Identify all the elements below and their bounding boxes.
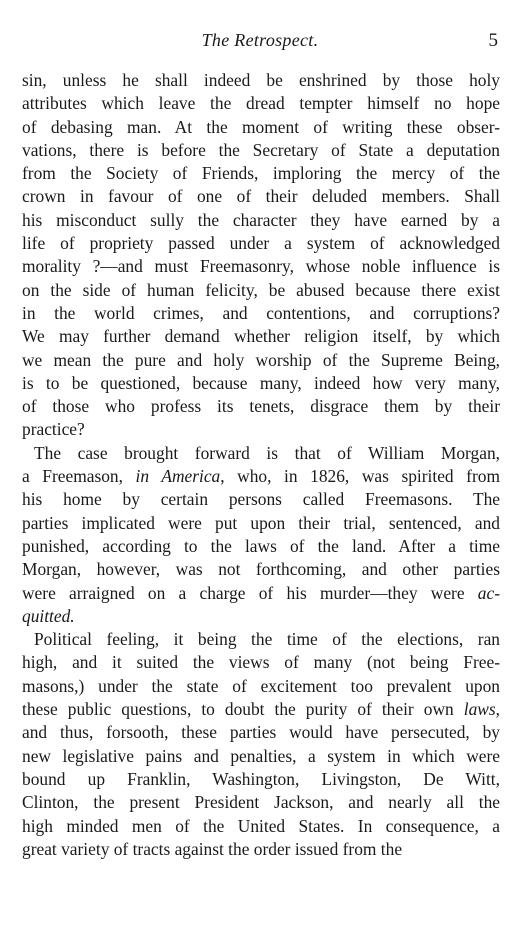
- body-text: [22, 69, 500, 861]
- text-segment: practice?: [22, 419, 85, 440]
- text-segment: his home by certain persons called Freemasons. The: [22, 489, 500, 510]
- text-segment: were arraigned on a charge of his murder—they were: [22, 582, 478, 603]
- text-line: [22, 721, 500, 744]
- text-segment: is to be questioned, because many, indeed how very many,: [22, 372, 500, 393]
- text-segment: crown in favour of one of their deluded members. Shall: [22, 186, 500, 207]
- text-line: [22, 838, 500, 861]
- text-segment: a Freemason,: [22, 466, 136, 487]
- text-segment: in the world crimes, and contentions, and corruptions?: [22, 302, 500, 323]
- text-line: [22, 465, 500, 488]
- text-segment: high, and it suited the views of many (not being Free-: [22, 652, 500, 673]
- text-segment: masons,) under the state of excitement too prevalent upon: [22, 675, 500, 696]
- text-line: [22, 209, 500, 232]
- text-segment: high minded men of the United States. In consequence, a: [22, 815, 500, 836]
- text-line: [22, 69, 500, 92]
- text-line: [22, 815, 500, 838]
- italic-text: in America: [135, 466, 221, 487]
- page-header: [0, 30, 520, 56]
- text-segment: of debasing man. At the moment of writing these obser-: [22, 116, 500, 137]
- italic-text: laws: [463, 699, 496, 720]
- text-line: [22, 372, 500, 395]
- italic-text: ac-: [477, 582, 500, 603]
- text-segment: bound up Franklin, Washington, Livingston, De Witt,: [22, 768, 500, 789]
- text-line: [22, 768, 500, 791]
- text-line: [22, 418, 500, 441]
- text-segment: punished, according to the laws of the land. After a time: [22, 535, 500, 556]
- text-segment: we mean the pure and holy worship of the Supreme Being,: [22, 349, 500, 370]
- text-segment: parties implicated were put upon their trial, sentenced, and: [22, 512, 500, 533]
- text-line: [22, 442, 500, 465]
- text-segment: Morgan, however, was not forthcoming, and other parties: [22, 559, 500, 580]
- text-segment: morality ?—and must Freemasonry, whose noble influence is: [22, 256, 500, 277]
- text-segment: great variety of tracts against the order issued from the: [22, 838, 403, 859]
- text-line: [22, 791, 500, 814]
- text-line: [22, 349, 500, 372]
- text-segment: his misconduct sully the character they have earned by a: [22, 209, 500, 230]
- text-line: [22, 512, 500, 535]
- text-line: [22, 675, 500, 698]
- text-segment: Political feeling, it being the time of the elections, ran: [34, 629, 500, 650]
- text-segment: these public questions, to doubt the purity of their own: [22, 699, 464, 720]
- text-line: [22, 395, 500, 418]
- text-line: [22, 488, 500, 511]
- text-segment: ,: [495, 699, 500, 720]
- text-segment: from the Society of Friends, imploring the mercy of the: [22, 163, 500, 184]
- text-segment: , who, in 1826, was spirited from: [220, 466, 500, 487]
- text-line: [22, 116, 500, 139]
- text-segment: We may further demand whether religion itself, by which: [22, 326, 500, 347]
- text-segment: life of propriety passed under a system of acknowledged: [22, 233, 500, 254]
- text-segment: vations, there is before the Secretary of State a deputation: [22, 139, 500, 160]
- text-segment: The case brought forward is that of William Morgan,: [34, 442, 500, 463]
- italic-text: quitted.: [22, 605, 75, 626]
- text-segment: of those who profess its tenets, disgrace them by their: [22, 396, 500, 417]
- text-segment: attributes which leave the dread tempter himself no hope: [22, 93, 500, 114]
- text-line: [22, 185, 500, 208]
- text-line: [22, 232, 500, 255]
- text-line: [22, 139, 500, 162]
- text-line: [22, 698, 500, 721]
- text-line: [22, 92, 500, 115]
- running-title: The Retrospect.: [201, 30, 319, 50]
- text-line: [22, 255, 500, 278]
- text-line: [22, 628, 500, 651]
- text-line: [22, 605, 500, 628]
- text-segment: Clinton, the present President Jackson, and nearly all the: [22, 792, 500, 813]
- text-segment: new legislative pains and penalties, a system in which were: [22, 745, 500, 766]
- text-segment: sin, unless he shall indeed be enshrined by those holy: [22, 70, 500, 90]
- text-segment: on the side of human felicity, be abused because there exist: [22, 279, 500, 300]
- text-segment: and thus, forsooth, these parties would have persecuted, by: [22, 722, 500, 743]
- text-line: [22, 279, 500, 302]
- text-line: [22, 745, 500, 768]
- text-line: [22, 162, 500, 185]
- text-line: [22, 582, 500, 605]
- page-number: 5: [488, 30, 498, 51]
- text-line: [22, 535, 500, 558]
- text-line: [22, 302, 500, 325]
- text-line: [22, 558, 500, 581]
- text-line: [22, 651, 500, 674]
- text-line: [22, 325, 500, 348]
